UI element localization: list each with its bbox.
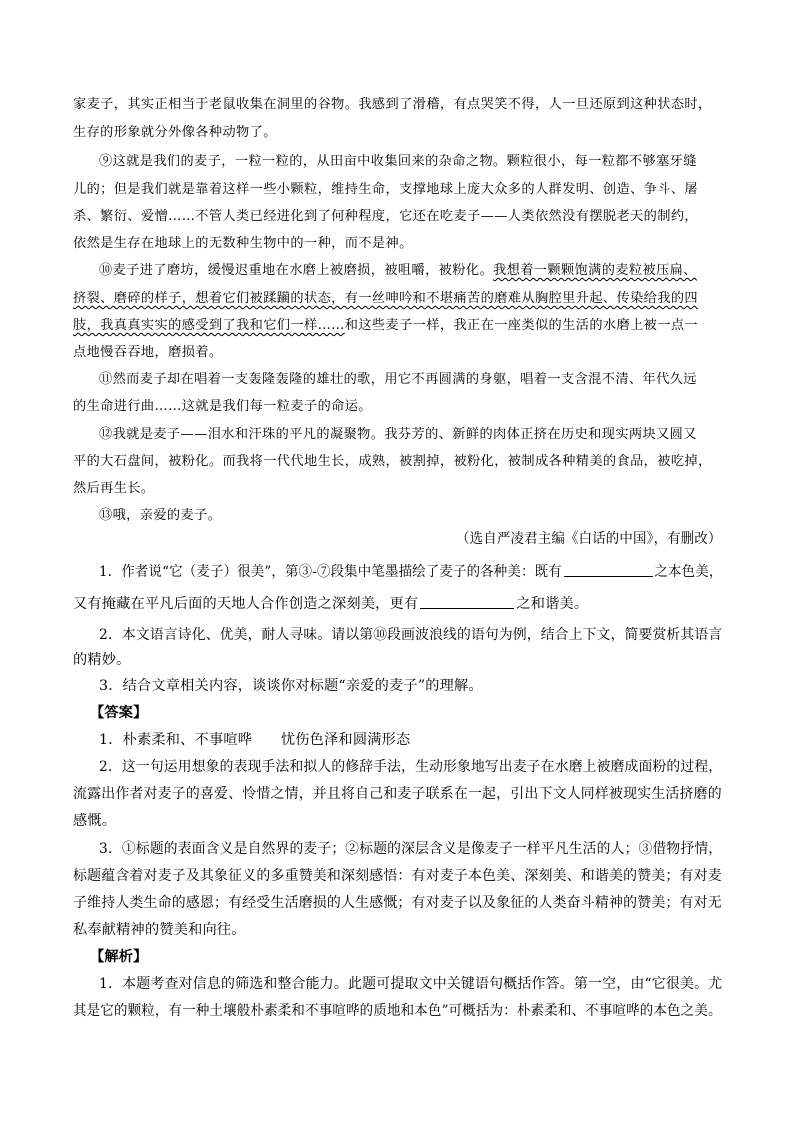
analysis-line: 1．本题考查对信息的筛选和整合能力。此题可提取文中关键语句概括作答。第一空，由“它很美。尤 <box>99 976 723 992</box>
passage-line: 的生命进行曲……这就是我们每一粒麦子的命运。 <box>73 399 372 414</box>
passage-line: ⑪然而麦子却在唱着一支轰隆轰隆的雄壮的歌，用它不再圆满的身躯，唱着一支含混不清、年代久远 <box>99 372 697 387</box>
plain-text: ⑩麦子进了磨坊，缓慢迟重地在水磨上被磨损，被咀嚼，被粉化。 <box>99 263 494 278</box>
source-citation: （选自严凌君主编《白话的中国》，有删改） <box>456 531 722 547</box>
answer-blank[interactable] <box>564 562 653 577</box>
answer-blank[interactable] <box>420 594 514 609</box>
passage-line: 然后再生长。 <box>73 481 155 496</box>
answer-line: 感慨。 <box>73 813 117 829</box>
answer-line: 子维持人类生命的感恩；有经受生活磨损的人生感慨；有对麦子以及象征的人类奋斗精神的赞美；有对无 <box>73 895 722 911</box>
wavy-underlined-text: 肢，我真真实实的感受到了我和它们一样…… <box>73 318 345 333</box>
question-line <box>99 562 722 581</box>
question-text: 又有掩藏在平凡后面的天地人合作创造之深刻美，更有 <box>73 596 419 612</box>
analysis-header: 【解析】 <box>90 949 148 965</box>
answer-line: 3．①标题的表面含义是自然界的麦子；②标题的深层含义是像麦子一样平凡生活的人；③借物抒情， <box>99 841 723 857</box>
passage-line: ⑨这就是我们的麦子，一粒一粒的，从田亩中收集回来的杂命之物。颗粒很小，每一粒都不够塞牙缝 <box>99 154 697 169</box>
passage-line <box>99 262 697 280</box>
wavy-underlined-text: 挤裂、磨碎的样子，想着它们被蹂躏的状态，有一丝呻吟和不堪痛苦的磨难从胸腔里升起、传染给我的四 <box>73 291 699 306</box>
question-text: 之和谐美。 <box>516 596 589 612</box>
passage-line <box>73 317 698 335</box>
answer-line: 2．这一句运用想象的表现手法和拟人的修辞手法，生动形象地写出麦子在水磨上被磨成面粉的过程， <box>99 759 723 775</box>
question-line <box>73 594 588 613</box>
analysis-line: 其是它的颗粒，有一种土壤般朴素柔和不事喧哗的质地和本色”可概括为：朴素柔和、不事喧哗的本色之美。 <box>73 1003 722 1019</box>
passage-line: 家麦子，其实正相当于老鼠收集在洞里的谷物。我感到了滑稽，有点哭笑不得，人一旦还原到这种状态时， <box>73 97 712 112</box>
answer-1: 1．朴素柔和、不事喧哗 忧伤色泽和圆满形态 <box>99 732 411 748</box>
question-3: 3．结合文章相关内容，谈谈你对标题“亲爱的麦子”的理解。 <box>99 678 483 694</box>
question-text: 之本色美， <box>654 564 723 580</box>
passage-line: 平的大石盘间，被粉化。而我将一代代地生长，成熟，被割掉，被粉化，被制成各种精美的食品，被吃掉， <box>73 454 712 469</box>
answer-line: 私奉献精神的赞美和向往。 <box>73 922 246 938</box>
passage-line: 依然是生存在地球上的无数种生物中的一种，而不是神。 <box>73 236 413 251</box>
question-line: 的精妙。 <box>73 652 131 668</box>
answer-header: 【答案】 <box>90 705 148 721</box>
passage-line: 儿的；但是我们就是靠着这样一些小颗粒，维持生命，支撑地球上庞大众多的人群发明、创造、争斗、屠 <box>73 182 699 197</box>
question-line: 2．本文语言诗化、优美，耐人寻味。请以第⑩段画波浪线的语句为例，结合上下文，简要赏析其语言 <box>99 627 723 643</box>
passage-paragraph-13: ⑬哦，亲爱的麦子。 <box>99 508 222 523</box>
wavy-underlined-text: 我想着一颗颗饱满的麦粒被压扁、 <box>493 263 697 278</box>
passage-line: 杀、繁衍、爱憎……不管人类已经进化到了何种程度，它还在吃麦子——人类依然没有摆脱老天的制约， <box>73 209 699 224</box>
passage-line <box>73 290 698 308</box>
passage-line: 点地慢吞吞地，磨损着。 <box>73 345 223 360</box>
answer-line: 标题蕴含着对麦子及其象征义的多重赞美和深刻感悟：有对麦子本色美、深刻美、和谐美的赞美；有对麦 <box>73 868 722 884</box>
passage-line: ⑫我就是麦子——泪水和汗珠的平凡的凝聚物。我芬芳的、新鲜的肉体正挤在历史和现实两块又圆又 <box>99 427 697 442</box>
plain-text: 和这些麦子一样，我正在一座类似的生活的水磨上被一点一 <box>344 318 699 333</box>
passage-line: 生存的形象就分外像各种动物了。 <box>73 125 277 140</box>
question-text: 1．作者说“它（麦子）很美”，第③-⑦段集中笔墨描绘了麦子的各种美：既有 <box>99 564 562 580</box>
answer-line: 流露出作者对麦子的喜爱、怜惜之情，并且将自己和麦子联系在一起，引出下文人同样被现实生活挤磨的 <box>73 786 722 802</box>
